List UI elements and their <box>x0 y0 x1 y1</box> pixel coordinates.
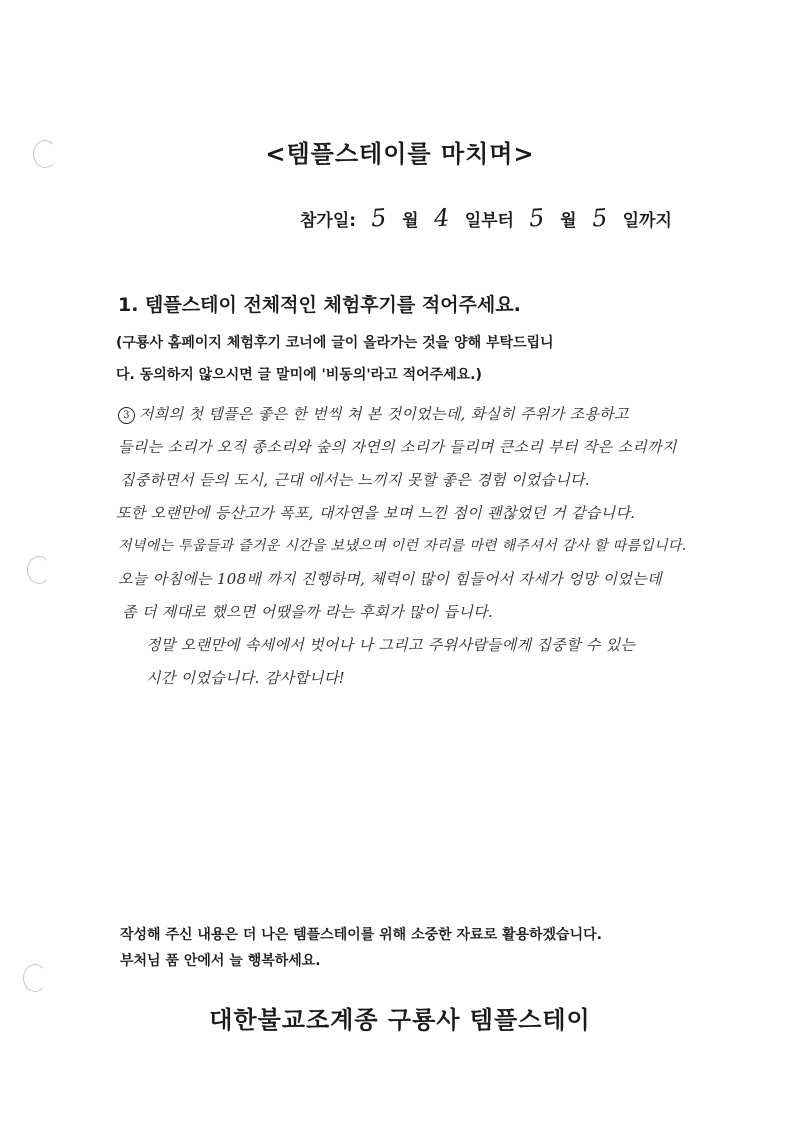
from-label: 일부터 <box>464 211 514 231</box>
question-note-line-2: 다. 동의하지 않으시면 글 말미에 '비동의'라고 적어주세요.) <box>116 367 482 383</box>
organization-name: 대한불교조계종 구룡사 템플스테이 <box>209 1006 591 1034</box>
page-title: <템플스테이를 마치며> <box>265 140 535 168</box>
answer-line: 시간 이었습니다. 감사합니다! <box>146 669 346 687</box>
circled-number-mark: 3 <box>118 407 135 424</box>
punch-hole-bottom <box>23 964 47 992</box>
closing-message <box>120 922 740 974</box>
answer-line: 좀 더 제대로 했으면 어땠을까 라는 후회가 많이 듭니다. <box>122 603 493 621</box>
answer-line-text: 저희의 첫 템플은 좋은 한 번씩 쳐 본 것이었는데, 화실히 주위가 조용하고 <box>139 405 629 423</box>
until-label: 일까지 <box>622 211 672 231</box>
handwritten-answer <box>118 398 788 695</box>
answer-line: 정말 오랜만에 속세에서 벗어나 나 그리고 주위사람들에게 집중할 수 있는 <box>146 636 636 654</box>
closing-line-2: 부처님 품 안에서 늘 행복하세요. <box>120 953 321 969</box>
end-day-value: 5 <box>590 203 609 233</box>
month-label-1: 월 <box>402 211 419 231</box>
answer-line: 또한 오랜만에 등산고가 폭포, 대자연을 보며 느낀 점이 괜찮었던 거 같습니다. <box>116 504 636 522</box>
question-note-line-1: (구룡사 홈페이지 체험후기 코너에 글이 올라가는 것을 양해 부탁드립니 <box>116 335 554 351</box>
answer-line <box>118 398 788 431</box>
answer-line: 오늘 아침에는 108배 까지 진행하며, 체력이 많이 힘들어서 자세가 엉망 이었는데 <box>118 570 662 588</box>
start-month-value: 5 <box>370 203 388 233</box>
answer-line: 들리는 소리가 오직 종소리와 숲의 자연의 소리가 들리며 큰소리 부터 작은 소리까지 <box>118 438 677 456</box>
answer-line: 저녁에는 투웁들과 즐거운 시간을 보냈으며 이런 자리를 마련 해주셔서 감사 할 따름입니다. <box>118 538 687 554</box>
participation-label: 참가일: <box>300 211 357 231</box>
question-note <box>116 327 696 391</box>
answer-line: 집중하면서 듣의 도시, 근대 에서는 느끼지 못할 좋은 경험 이었습니다. <box>120 471 590 489</box>
participation-dates <box>300 204 672 232</box>
closing-line-1: 작성해 주신 내용은 더 나은 템플스테이를 위해 소중한 자료로 활용하겠습니다. <box>120 927 602 943</box>
end-month-value: 5 <box>528 203 546 233</box>
month-label-2: 월 <box>560 211 577 231</box>
punch-hole-middle <box>27 556 51 584</box>
question-heading: 1. 템플스테이 전체적인 체험후기를 적어주세요. <box>118 294 521 316</box>
start-day-value: 4 <box>433 203 451 233</box>
